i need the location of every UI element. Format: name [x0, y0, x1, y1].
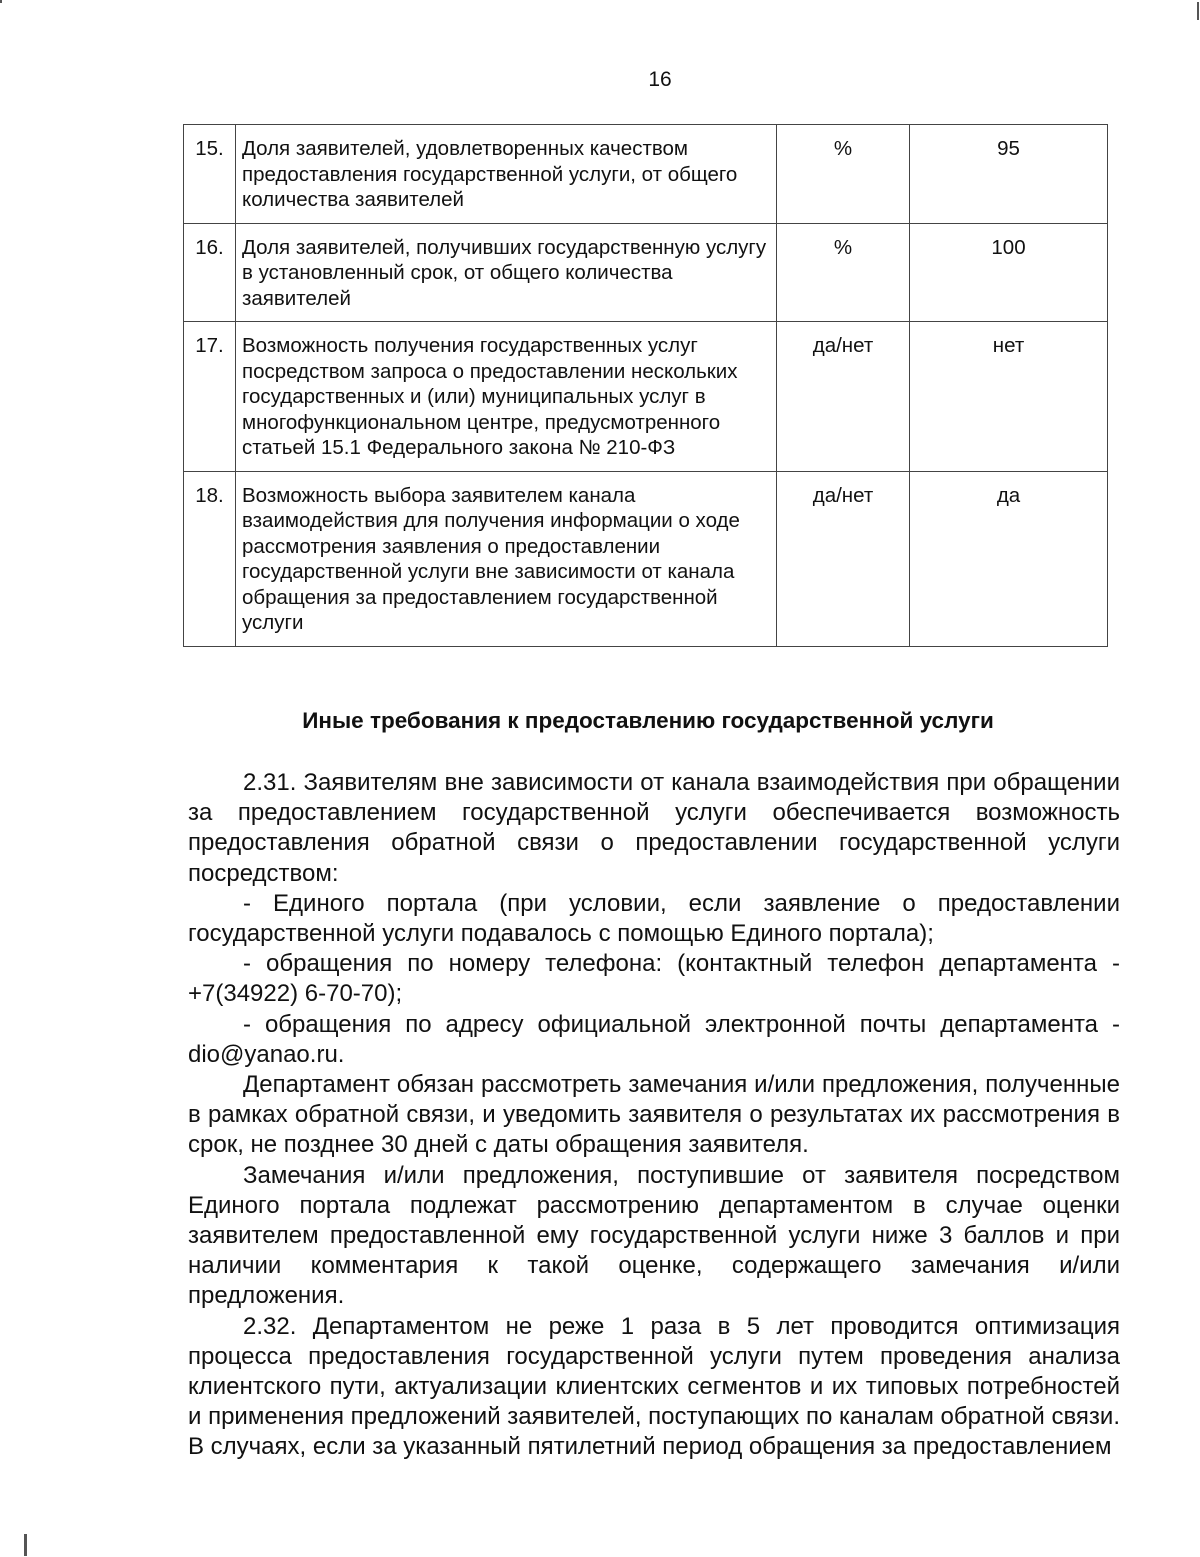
table-row: [184, 471, 1108, 646]
scan-edge-mark: [1197, 2, 1199, 20]
indicator-unit: да/нет: [777, 471, 910, 646]
page-number: 16: [648, 68, 672, 91]
row-number: 15.: [184, 125, 236, 224]
indicator-unit: да/нет: [777, 322, 910, 472]
paragraph-2-32: 2.32. Департаментом не реже 1 раза в 5 лет проводится оптимизация процесса предоставления государственной услуги путем проведения анализа клиентского пути, актуализации клиентских сегментов и их типовых потребностей и применения предложений заявителей, поступающих по каналам обратной связи. В случаях, если за указанный пятилетний период обращения за предоставлением: [188, 1312, 1120, 1461]
paragraph-department-obliged: Департамент обязан рассмотреть замечания и/или предложения, полученные в рамках обратной связи, и уведомить заявителя о результатах их рассмотрения в срок, не позднее 30 дней с даты обращения заявителя.: [188, 1071, 1120, 1159]
indicator-value: 100: [910, 223, 1108, 322]
indicator-value: нет: [910, 322, 1108, 472]
table-row: [184, 125, 1108, 224]
indicator-value: 95: [910, 125, 1108, 224]
list-item-phone: - обращения по номеру телефона: (контактный телефон департамента - +7(34922) 6-70-70);: [188, 950, 1120, 1008]
indicator-name: Доля заявителей, получивших государственную услугу в установленный срок, от общего количества заявителей: [236, 223, 777, 322]
list-item-portal: - Единого портала (при условии, если заявление о предоставлении государственной услуги подавалось с помощью Единого портала);: [188, 889, 1120, 948]
paragraph-remarks: Замечания и/или предложения, поступившие от заявителя посредством Единого портала подлежат рассмотрению департаментом в случае оценки заявителем предоставленной ему государственной услуги ниже 3 баллов и при наличии комментария к такой оценке, содержащего замечания и/или предложения.: [188, 1161, 1120, 1310]
row-number: 17.: [184, 322, 236, 472]
indicator-name: Доля заявителей, удовлетворенных качеством предоставления государственной услуги, от общего количества заявителей: [236, 125, 777, 224]
row-number: 18.: [184, 471, 236, 646]
indicator-name: Возможность получения государственных услуг посредством запроса о предоставлении нескольких государственных и (или) муниципальных услуг в многофункциональном центре, предусмотренного статьей 15.1 Федерального закона № 210-ФЗ: [236, 322, 777, 472]
body-text: [188, 768, 1120, 1463]
scan-edge-mark: [24, 1534, 27, 1556]
paragraph-2-31: 2.31. Заявителям вне зависимости от канала взаимодействия при обращении за предоставлением государственной услуги обеспечивается возможность предоставления обратной связи о предоставлении государственной услуги посредством:: [188, 769, 1120, 887]
section-heading: Иные требования к предоставлению государственной услуги: [302, 708, 994, 733]
list-item-email: - обращения по адресу официальной электронной почты департамента - dio@yanao.ru.: [188, 1010, 1120, 1068]
table-row: [184, 223, 1108, 322]
indicator-unit: %: [777, 223, 910, 322]
scan-edge-mark: [0, 0, 2, 3]
row-number: 16.: [184, 223, 236, 322]
indicator-unit: %: [777, 125, 910, 224]
indicator-name: Возможность выбора заявителем канала взаимодействия для получения информации о ходе рассмотрения заявления о предоставлении государственной услуги вне зависимости от канала обращения за предоставлением государственной услуги: [236, 471, 777, 646]
indicators-table: [183, 124, 1108, 647]
table-row: [184, 322, 1108, 472]
indicator-value: да: [910, 471, 1108, 646]
